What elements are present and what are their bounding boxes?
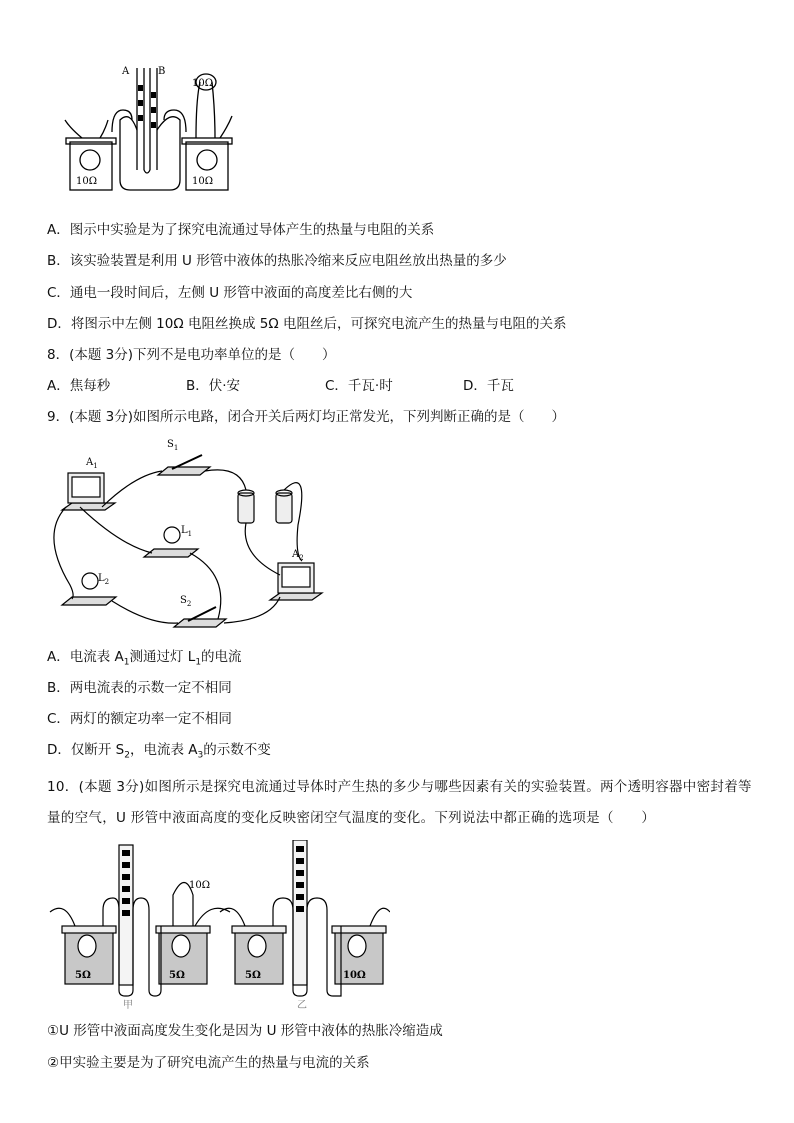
q8-option-c[interactable]: C．千瓦·时 bbox=[325, 378, 393, 394]
q7-option-d[interactable]: D．将图示中左侧 10Ω 电阻丝换成 5Ω 电阻丝后，可探究电流产生的热量与电阻的关系 bbox=[47, 316, 567, 332]
q9-option-d[interactable]: D．仅断开 $S_2$，电流表 $A_3$的示数不变 bbox=[47, 742, 271, 761]
tube-b-label: B bbox=[158, 66, 166, 77]
jia-left-resistor-label: 5Ω bbox=[75, 970, 91, 981]
q8-option-a[interactable]: A．焦每秒 bbox=[47, 378, 111, 394]
q7-option-b[interactable]: B．该实验装置是利用 U 形管中液体的热胀冷缩来反应电阻丝放出热量的多少 bbox=[47, 253, 507, 269]
figure-circuit bbox=[40, 435, 340, 635]
q8-option-d[interactable]: D．千瓦 bbox=[463, 378, 514, 394]
q9-option-c[interactable]: C．两灯的额定功率一定不相同 bbox=[47, 711, 232, 727]
q9-option-b[interactable]: B．两电流表的示数一定不相同 bbox=[47, 680, 232, 696]
s1-label: $S_1$ bbox=[167, 439, 179, 452]
yi-caption: 乙 bbox=[297, 1000, 307, 1010]
l1-label: $L_1$ bbox=[181, 525, 193, 538]
left-resistor-label: 10Ω bbox=[76, 176, 98, 187]
right-resistor-label: 10Ω bbox=[192, 176, 214, 187]
q10-statement-2: ②甲实验主要是为了研究电流产生的热量与电流的关系 bbox=[47, 1055, 370, 1071]
q10-statement-1: ①U 形管中液面高度发生变化是因为 U 形管中液体的热胀冷缩造成 bbox=[47, 1023, 443, 1039]
figure-u-tube-apparatus bbox=[60, 60, 240, 200]
a1-label: $A_1$ bbox=[86, 457, 98, 470]
jia-right-resistor-label: 5Ω bbox=[169, 970, 185, 981]
q8-option-b[interactable]: B．伏·安 bbox=[186, 378, 241, 394]
yi-right-resistor-label: 10Ω bbox=[343, 970, 366, 981]
l2-label: $L_2$ bbox=[98, 573, 110, 586]
top-resistor-label: 10Ω bbox=[192, 78, 214, 89]
a2-label: $A_2$ bbox=[292, 549, 304, 562]
q10-stem: 10．(本题 3分)如图所示是探究电流通过导体时产生热的多少与哪些因素有关的实验装置。两个透明容器中密封着等量的空气，U 形管中液面高度的变化反映密闭空气温度的变化。下列说法中都正确的选项是（ ） bbox=[47, 779, 752, 826]
q9-option-a[interactable]: A．电流表 $A_1$测通过灯 $L_1$的电流 bbox=[47, 649, 242, 668]
jia-top-resistor-label: 10Ω bbox=[189, 880, 211, 891]
figure-jia-yi-apparatus bbox=[45, 840, 390, 1010]
q7-option-a[interactable]: A．图示中实验是为了探究电流通过导体产生的热量与电阻的关系 bbox=[47, 222, 435, 238]
s2-label: $S_2$ bbox=[180, 595, 192, 608]
q9-stem: 9．(本题 3分)如图所示电路，闭合开关后两灯均正常发光，下列判断正确的是（ ） bbox=[47, 409, 566, 425]
q7-option-c[interactable]: C．通电一段时间后，左侧 U 形管中液面的高度差比右侧的大 bbox=[47, 285, 413, 301]
tube-a-label: A bbox=[122, 66, 130, 77]
q8-stem: 8．(本题 3分)下列不是电功率单位的是（ ） bbox=[47, 347, 336, 363]
jia-caption: 甲 bbox=[123, 1000, 133, 1010]
yi-left-resistor-label: 5Ω bbox=[245, 970, 261, 981]
